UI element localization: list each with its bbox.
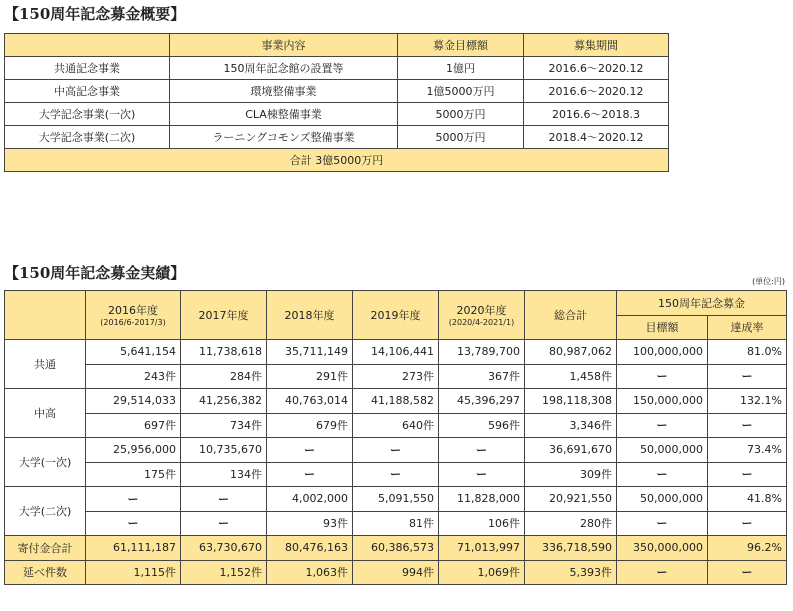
count-2018: 291件 bbox=[267, 364, 353, 389]
summary-row-name: 大学記念事業(二次) bbox=[5, 126, 170, 149]
summary-row-period: 2016.6～2018.3 bbox=[524, 103, 669, 126]
count-2019: 640件 bbox=[353, 413, 439, 438]
count-2020: 106件 bbox=[439, 511, 525, 536]
summary-row-content: 環境整備事業 bbox=[170, 80, 398, 103]
summary-row-period: 2016.6～2020.12 bbox=[524, 80, 669, 103]
table-row bbox=[5, 438, 787, 463]
row-rate: 41.8% bbox=[708, 487, 787, 512]
summary-row-period: 2016.6～2020.12 bbox=[524, 57, 669, 80]
count-2018: 93件 bbox=[267, 511, 353, 536]
count-2016: 243件 bbox=[86, 364, 181, 389]
header-group: 150周年記念募金 bbox=[617, 291, 787, 316]
summary-row-target: 5000万円 bbox=[398, 126, 524, 149]
amount-2017: 10,735,670 bbox=[181, 438, 267, 463]
count-2016: ー bbox=[86, 511, 181, 536]
results-table bbox=[4, 290, 787, 585]
results-header-blank bbox=[5, 291, 86, 340]
table-row bbox=[5, 340, 787, 365]
grand-total-label: 寄付金合計 bbox=[5, 536, 86, 561]
row-total-amount: 36,691,670 bbox=[525, 438, 617, 463]
header-2017: 2017年度 bbox=[181, 291, 267, 340]
row-total-count: 309件 bbox=[525, 462, 617, 487]
row-count-rate: ー bbox=[708, 413, 787, 438]
row-target: 50,000,000 bbox=[617, 438, 708, 463]
table-row bbox=[5, 80, 669, 103]
header-2020-label: 2020年度 bbox=[456, 304, 507, 317]
header-2016-sub: (2016/6-2017/3) bbox=[100, 318, 166, 327]
summary-title: 【150周年記念募金概要】 bbox=[4, 5, 186, 23]
table-row bbox=[5, 413, 787, 438]
row-name: 共通 bbox=[5, 340, 86, 389]
header-target: 目標額 bbox=[617, 315, 708, 340]
count-2020: 367件 bbox=[439, 364, 525, 389]
amount-2019: 14,106,441 bbox=[353, 340, 439, 365]
row-total-count: 280件 bbox=[525, 511, 617, 536]
summary-total-row bbox=[5, 149, 669, 172]
row-name: 大学(二次) bbox=[5, 487, 86, 536]
summary-row-content: CLA棟整備事業 bbox=[170, 103, 398, 126]
summary-row-name: 大学記念事業(一次) bbox=[5, 103, 170, 126]
count-2020: ー bbox=[439, 462, 525, 487]
count-total-target: ー bbox=[617, 560, 708, 585]
header-2019: 2019年度 bbox=[353, 291, 439, 340]
row-rate: 73.4% bbox=[708, 438, 787, 463]
count-total-2019: 994件 bbox=[353, 560, 439, 585]
grand-total-2017: 63,730,670 bbox=[181, 536, 267, 561]
row-count-target: ー bbox=[617, 413, 708, 438]
summary-row-target: 5000万円 bbox=[398, 103, 524, 126]
amount-2018: 4,002,000 bbox=[267, 487, 353, 512]
row-rate: 81.0% bbox=[708, 340, 787, 365]
row-rate: 132.1% bbox=[708, 389, 787, 414]
row-total-count: 3,346件 bbox=[525, 413, 617, 438]
summary-total: 合計 3億5000万円 bbox=[5, 149, 669, 172]
amount-2018: 40,763,014 bbox=[267, 389, 353, 414]
count-2017: ー bbox=[181, 511, 267, 536]
amount-2017: ー bbox=[181, 487, 267, 512]
table-row bbox=[5, 389, 787, 414]
amount-2019: 41,188,582 bbox=[353, 389, 439, 414]
unit-label: (単位:円) bbox=[752, 277, 785, 286]
amount-2020: 45,396,297 bbox=[439, 389, 525, 414]
amount-2017: 11,738,618 bbox=[181, 340, 267, 365]
header-2016 bbox=[86, 291, 181, 340]
amount-2020: 11,828,000 bbox=[439, 487, 525, 512]
results-title: 【150周年記念募金実績】 bbox=[4, 264, 186, 282]
count-2016: 175件 bbox=[86, 462, 181, 487]
table-row bbox=[5, 487, 787, 512]
amount-2020: ー bbox=[439, 438, 525, 463]
amount-2018: ー bbox=[267, 438, 353, 463]
amount-2016: 5,641,154 bbox=[86, 340, 181, 365]
summary-row-content: 150周年記念館の設置等 bbox=[170, 57, 398, 80]
count-2017: 134件 bbox=[181, 462, 267, 487]
grand-total-rate: 96.2% bbox=[708, 536, 787, 561]
count-2016: 697件 bbox=[86, 413, 181, 438]
row-count-target: ー bbox=[617, 511, 708, 536]
summary-table bbox=[4, 33, 669, 172]
amount-2017: 41,256,382 bbox=[181, 389, 267, 414]
row-target: 150,000,000 bbox=[617, 389, 708, 414]
grand-total-target: 350,000,000 bbox=[617, 536, 708, 561]
count-total-2016: 1,115件 bbox=[86, 560, 181, 585]
grand-total-2020: 71,013,997 bbox=[439, 536, 525, 561]
row-count-rate: ー bbox=[708, 462, 787, 487]
summary-header-row bbox=[5, 34, 669, 57]
amount-2020: 13,789,700 bbox=[439, 340, 525, 365]
table-row bbox=[5, 511, 787, 536]
table-row bbox=[5, 103, 669, 126]
summary-row-target: 1億円 bbox=[398, 57, 524, 80]
grand-total-sum: 336,718,590 bbox=[525, 536, 617, 561]
count-2019: 273件 bbox=[353, 364, 439, 389]
amount-2016: 25,956,000 bbox=[86, 438, 181, 463]
row-total-amount: 198,118,308 bbox=[525, 389, 617, 414]
amount-2016: ー bbox=[86, 487, 181, 512]
count-total-2017: 1,152件 bbox=[181, 560, 267, 585]
summary-row-target: 1億5000万円 bbox=[398, 80, 524, 103]
row-count-target: ー bbox=[617, 364, 708, 389]
row-target: 100,000,000 bbox=[617, 340, 708, 365]
count-2020: 596件 bbox=[439, 413, 525, 438]
amount-2018: 35,711,149 bbox=[267, 340, 353, 365]
count-2018: 679件 bbox=[267, 413, 353, 438]
count-2019: 81件 bbox=[353, 511, 439, 536]
header-rate: 達成率 bbox=[708, 315, 787, 340]
count-total-2020: 1,069件 bbox=[439, 560, 525, 585]
row-count-target: ー bbox=[617, 462, 708, 487]
table-row bbox=[5, 57, 669, 80]
count-2019: ー bbox=[353, 462, 439, 487]
count-total-rate: ー bbox=[708, 560, 787, 585]
summary-header-target: 募金目標額 bbox=[398, 34, 524, 57]
amount-2016: 29,514,033 bbox=[86, 389, 181, 414]
summary-row-period: 2018.4～2020.12 bbox=[524, 126, 669, 149]
amount-2019: ー bbox=[353, 438, 439, 463]
summary-header-content: 事業内容 bbox=[170, 34, 398, 57]
row-name: 中高 bbox=[5, 389, 86, 438]
grand-total-2019: 60,386,573 bbox=[353, 536, 439, 561]
grand-total-2016: 61,111,187 bbox=[86, 536, 181, 561]
header-2018: 2018年度 bbox=[267, 291, 353, 340]
count-total-row bbox=[5, 560, 787, 585]
summary-row-name: 中高記念事業 bbox=[5, 80, 170, 103]
row-count-rate: ー bbox=[708, 511, 787, 536]
count-2017: 284件 bbox=[181, 364, 267, 389]
row-total-amount: 20,921,550 bbox=[525, 487, 617, 512]
row-total-count: 1,458件 bbox=[525, 364, 617, 389]
row-name: 大学(一次) bbox=[5, 438, 86, 487]
row-target: 50,000,000 bbox=[617, 487, 708, 512]
count-2018: ー bbox=[267, 462, 353, 487]
grand-total-2018: 80,476,163 bbox=[267, 536, 353, 561]
count-total-sum: 5,393件 bbox=[525, 560, 617, 585]
header-total: 総合計 bbox=[525, 291, 617, 340]
amount-2019: 5,091,550 bbox=[353, 487, 439, 512]
summary-header-blank bbox=[5, 34, 170, 57]
header-2020 bbox=[439, 291, 525, 340]
count-total-2018: 1,063件 bbox=[267, 560, 353, 585]
header-2020-sub: (2020/4-2021/1) bbox=[448, 318, 515, 327]
header-2016-label: 2016年度 bbox=[108, 304, 158, 317]
results-header-row bbox=[5, 291, 787, 316]
table-row bbox=[5, 126, 669, 149]
table-row bbox=[5, 462, 787, 487]
row-total-amount: 80,987,062 bbox=[525, 340, 617, 365]
table-row bbox=[5, 364, 787, 389]
row-count-rate: ー bbox=[708, 364, 787, 389]
summary-row-content: ラーニングコモンズ整備事業 bbox=[170, 126, 398, 149]
summary-row-name: 共通記念事業 bbox=[5, 57, 170, 80]
count-2017: 734件 bbox=[181, 413, 267, 438]
summary-header-period: 募集期間 bbox=[524, 34, 669, 57]
grand-total-row bbox=[5, 536, 787, 561]
count-total-label: 延べ件数 bbox=[5, 560, 86, 585]
